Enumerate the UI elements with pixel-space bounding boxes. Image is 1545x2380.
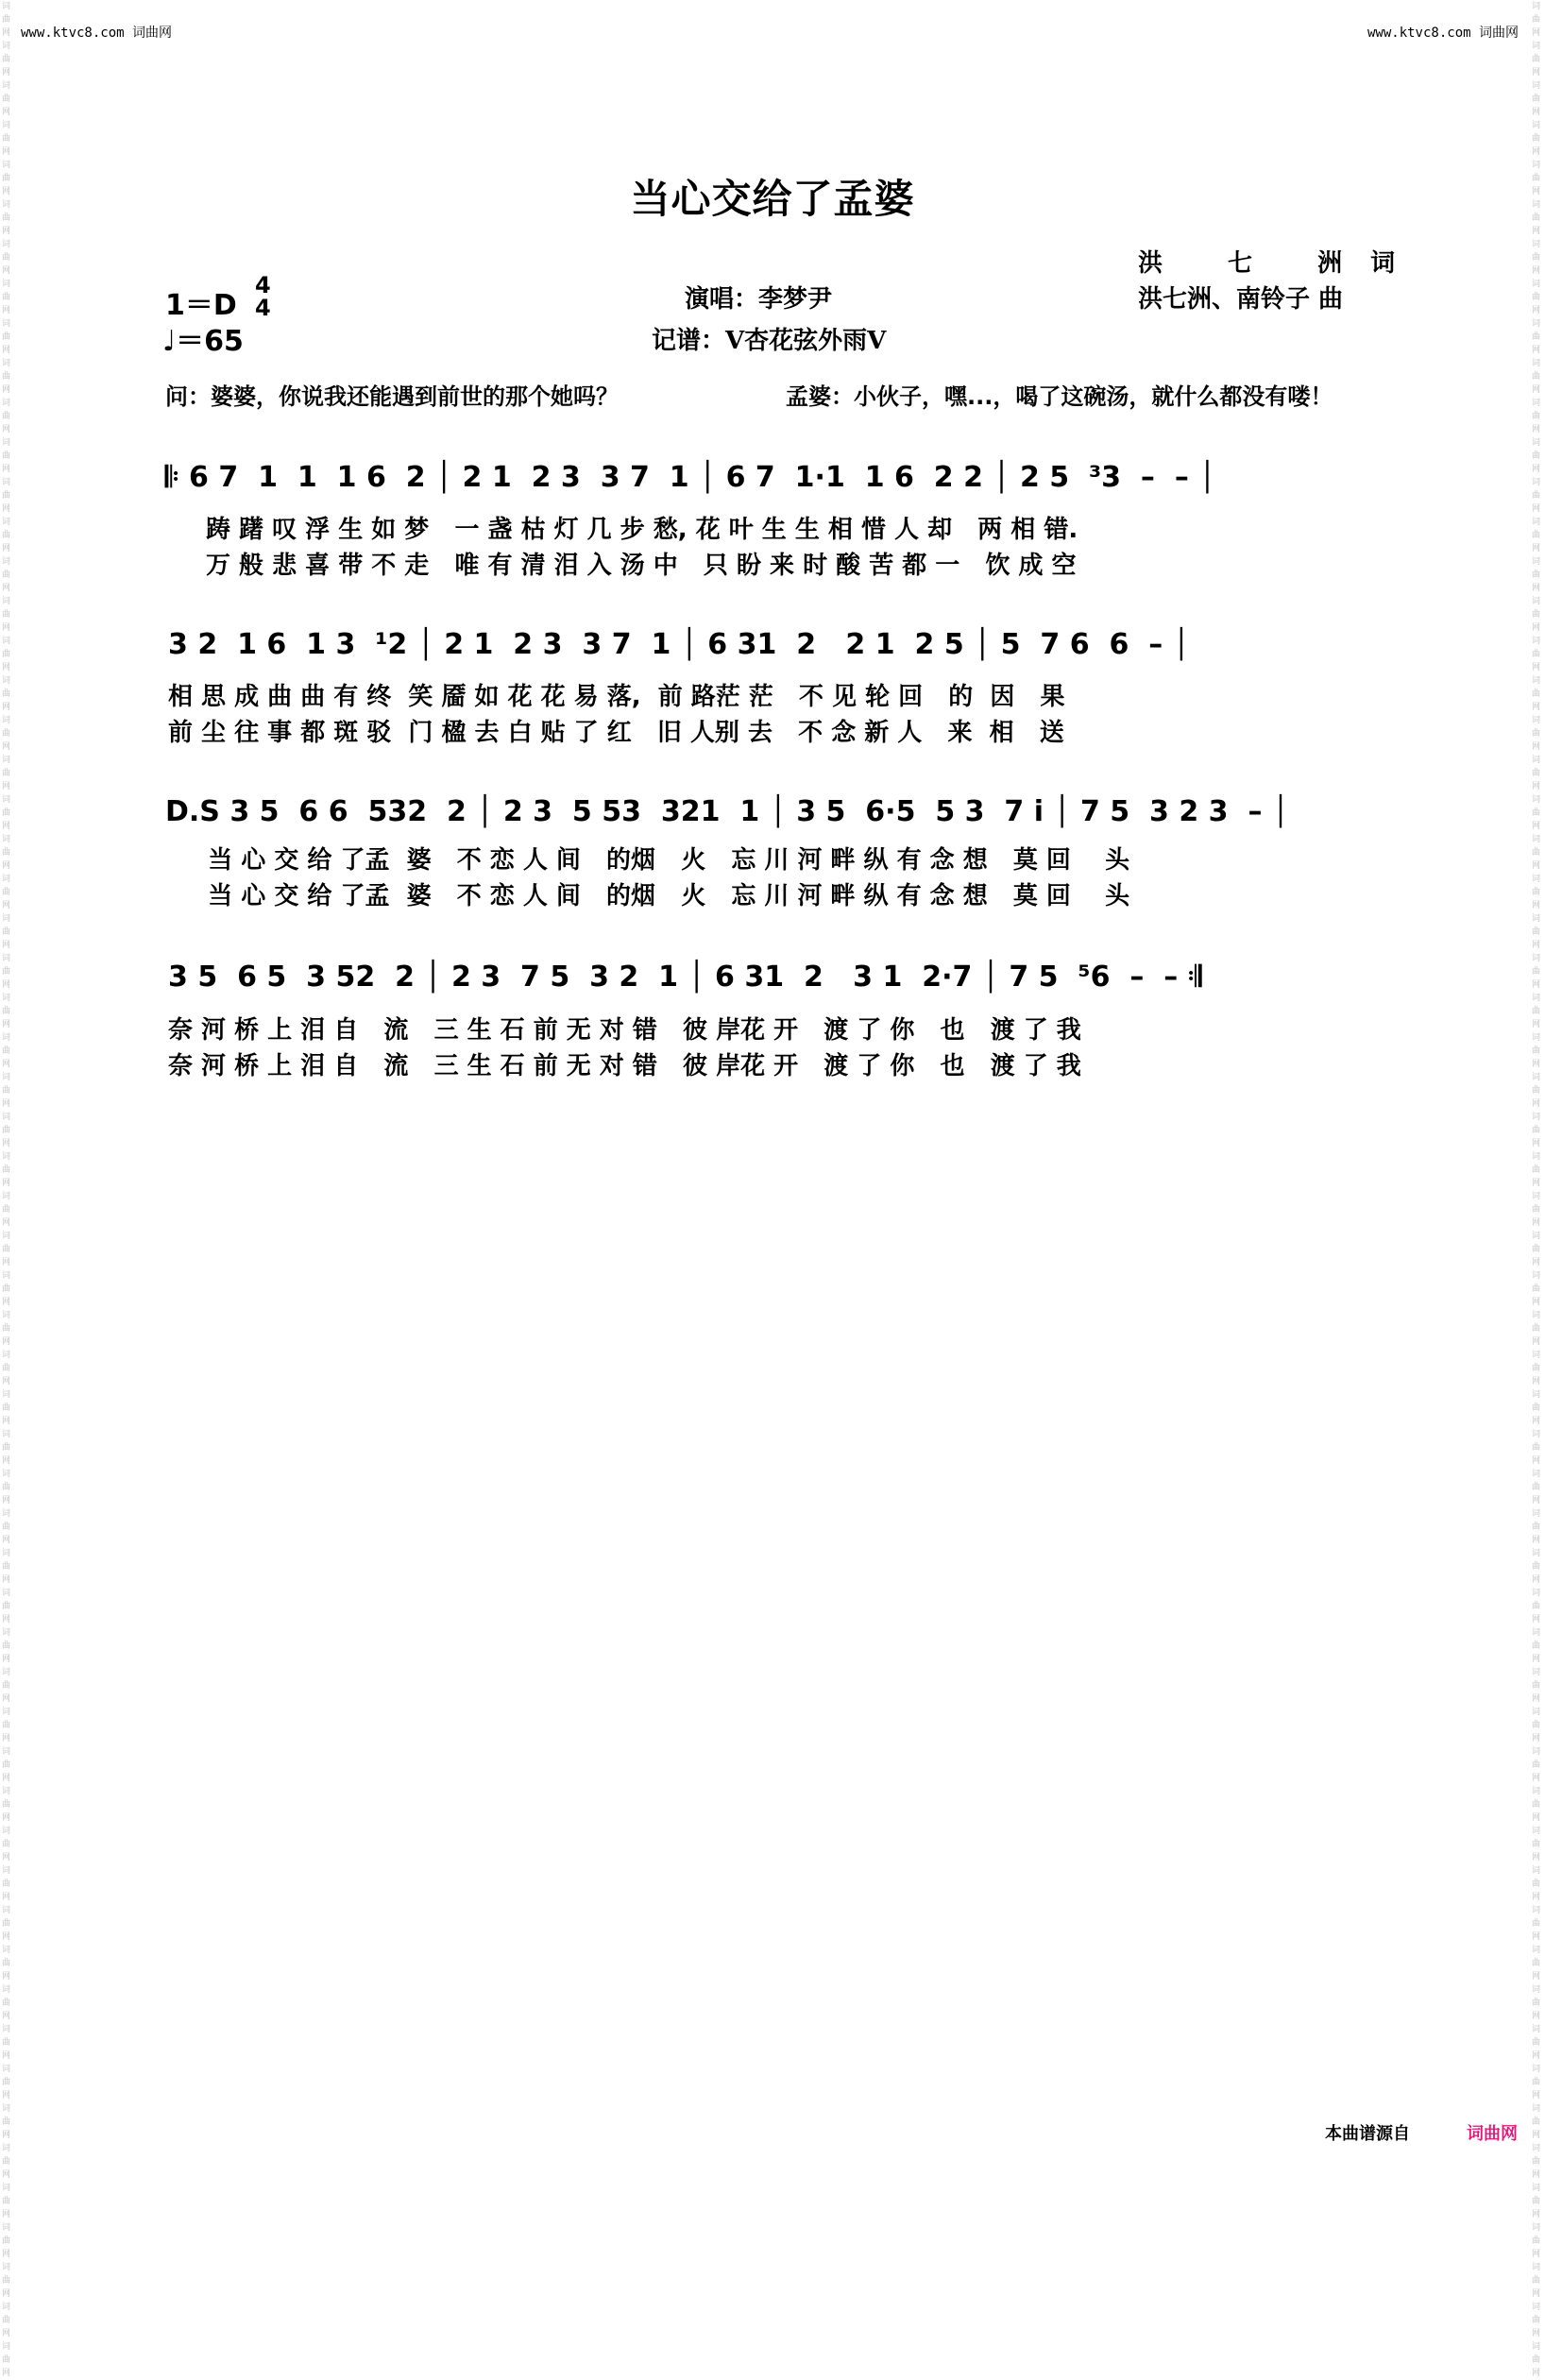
lyric-line-3a: 当 心 交 给 了孟 婆 不 恋 人 间 的烟 火 忘 川 河 畔 纵 有 念 想 莫 回 头 [165, 846, 1130, 875]
dialogue-answer: 孟婆：小伙子，嘿...，喝了这碗汤，就什么都没有喽！ [786, 383, 1333, 410]
composer-credit: 洪七洲、南铃子 曲 [1138, 285, 1344, 314]
footer-source: 本曲谱源自 [1325, 2124, 1410, 2144]
song-title: 当心交给了孟婆 [630, 176, 915, 222]
key-signature: 1＝D [165, 289, 237, 322]
notation-line-3: D.S 3 5 6 6 532 2 │ 2 3 5 53 321 1 │ 3 5 6·5 5 3 7 i │ 7 5 3 2 3 – │ [165, 795, 1289, 828]
lyric-line-2a: 相 思 成 曲 曲 有 终 笑 靥 如 花 花 易 落, 前 路茫 茫 不 见 轮 回 的 因 果 [168, 683, 1065, 711]
tempo-marking: ♩＝65 [162, 325, 244, 358]
notation-line-4: 3 5 6 5 3 52 2 │ 2 3 7 5 3 2 1 │ 6 31 2 3 1 2·7 │ 7 5 ⁵6 – – 𝄇 [168, 960, 1202, 994]
left-watermark-strip: 词曲网词曲网词曲网词曲网词曲网词曲网词曲网词曲网词曲网词曲网词曲网词曲网词曲网词曲网词曲网词曲网词曲网词曲网词曲网词曲网词曲网词曲网词曲网词曲网词曲网词曲网词曲网词曲网词曲网词曲网词曲网词曲网词曲网词曲网词曲网词曲网词曲网词曲网词曲网词曲网词曲网词曲网词曲网词曲网词曲网词曲网词曲网词曲网词曲网词曲网词曲网词曲网词曲网词曲网词曲网词曲网词曲网词曲网词曲网词曲网 [2, 2, 11, 2378]
time-signature [255, 274, 271, 319]
header-left-url: www.ktvc8.com 词曲网 [21, 26, 173, 41]
lyric-line-4b: 奈 河 桥 上 泪 自 流 三 生 石 前 无 对 错 彼 岸花 开 渡 了 你 也 渡 了 我 [168, 1052, 1081, 1080]
transcriber-credit: 记谱：V杏花弦外雨V [652, 327, 887, 355]
time-bottom: 4 [255, 295, 271, 321]
lyric-line-1a: 踌 躇 叹 浮 生 如 梦 一 盏 枯 灯 几 步 愁, 花 叶 生 生 相 惜 人 却 两 相 错. [206, 516, 1078, 544]
lyricist-credit: 洪 七 洲词 [1138, 249, 1424, 278]
time-top: 4 [255, 272, 271, 298]
lyric-line-2b: 前 尘 往 事 都 斑 驳 门 楹 去 白 贴 了 红 旧 人别 去 不 念 新 人 来 相 送 [168, 719, 1064, 747]
lyric-line-1b: 万 般 悲 喜 带 不 走 唯 有 清 泪 入 汤 中 只 盼 来 时 酸 苦 都 一 饮 成 空 [206, 552, 1077, 580]
notation-line-2: 3 2 1 6 1 3 ¹2 │ 2 1 2 3 3 7 1 │ 6 31 2 2 1 2 5 │ 5 7 6 6 – │ [168, 628, 1190, 661]
lyric-line-4a: 奈 河 桥 上 泪 自 流 三 生 石 前 无 对 错 彼 岸花 开 渡 了 你 也 渡 了 我 [168, 1016, 1081, 1045]
footer-site-link[interactable]: 词曲网 [1467, 2124, 1518, 2144]
singer-credit: 演唱：李梦尹 [685, 285, 833, 314]
notation-line-1: 𝄆 6 7 1 1 1 6 2 │ 2 1 2 3 3 7 1 │ 6 7 1·1 1 6 2 2 │ 2 5 ³3 – – │ [165, 461, 1216, 494]
header-right-url: www.ktvc8.com 词曲网 [1367, 26, 1519, 41]
right-watermark-strip: 词曲网词曲网词曲网词曲网词曲网词曲网词曲网词曲网词曲网词曲网词曲网词曲网词曲网词曲网词曲网词曲网词曲网词曲网词曲网词曲网词曲网词曲网词曲网词曲网词曲网词曲网词曲网词曲网词曲网词曲网词曲网词曲网词曲网词曲网词曲网词曲网词曲网词曲网词曲网词曲网词曲网词曲网词曲网词曲网词曲网词曲网词曲网词曲网词曲网词曲网词曲网词曲网词曲网词曲网词曲网词曲网词曲网词曲网词曲网词曲网 [1532, 2, 1541, 2378]
dialogue-question: 问：婆婆，你说我还能遇到前世的那个她吗？ [165, 383, 619, 410]
lyric-line-3b: 当 心 交 给 了孟 婆 不 恋 人 间 的烟 火 忘 川 河 畔 纵 有 念 想 莫 回 头 [165, 882, 1130, 910]
